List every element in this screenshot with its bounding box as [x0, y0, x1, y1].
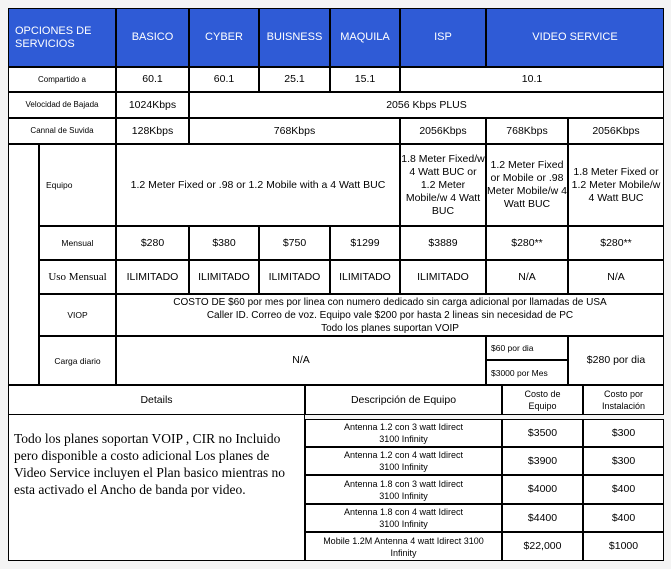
subida-cyber-maquila: 768Kbps [189, 118, 400, 144]
equipment-cost: $4000 [502, 475, 583, 504]
equipment-cost: $3500 [502, 419, 583, 447]
voip-line: Caller ID. Correo de voz. Equipo vale $200 por hasta 2 lineas sin necesidad de PC [206, 309, 574, 321]
subida-video-a: 768Kbps [486, 118, 568, 144]
header-corner: OPCIONES DE SERVICIOS [8, 8, 116, 67]
compartido-business: 25.1 [259, 67, 330, 92]
mensual-video-a: $280** [486, 226, 568, 260]
equipment-cost: $22,000 [502, 532, 583, 561]
equipo-isp: 1.8 Meter Fixed/w 4 Watt BUC or 1.2 Meter Mobile/w 4 Watt BUC [400, 144, 486, 226]
equipment-cost: $4400 [502, 504, 583, 532]
voip-line: Todo los planes suportan VOIP [321, 322, 459, 334]
col-header-descripcion: Descripción de Equipo [305, 385, 502, 415]
plan-header-maquila: MAQUILA [330, 8, 400, 67]
equipment-desc: Antenna 1.2 con 3 watt Idirect 3100 Infinity [305, 419, 502, 447]
row-label-bajada: Velocidad de Bajada [8, 92, 116, 118]
mensual-video-b: $280** [568, 226, 664, 260]
plan-header-isp: ISP [400, 8, 486, 67]
equipo-basic-plans: 1.2 Meter Fixed or .98 or 1.2 Mobile with a 4 Watt BUC [116, 144, 400, 226]
mensual-isp: $3889 [400, 226, 486, 260]
uso-basico: ILIMITADO [116, 260, 189, 294]
row-label-carga: Carga diario [39, 336, 116, 385]
carga-por-mes: $3000 por Mes [486, 360, 568, 385]
mensual-cyber: $380 [189, 226, 259, 260]
row-label-equipo: Equipo [39, 144, 116, 226]
compartido-basico: 60.1 [116, 67, 189, 92]
row-label-mensual: Mensual [39, 226, 116, 260]
uso-video-b: N/A [568, 260, 664, 294]
carga-video-b: $280 por dia [568, 336, 664, 385]
details-text: Todo los planes soportan VOIP , CIR no Incluido pero disponible a costo adicional Los planes de Video Service incluyen el Plan basico mientras no esta activado el Ancho de banda por video. [14, 431, 285, 497]
mensual-business: $750 [259, 226, 330, 260]
uso-business: ILIMITADO [259, 260, 330, 294]
uso-maquila: ILIMITADO [330, 260, 400, 294]
equipment-desc: Antenna 1.8 con 4 watt Idirect 3100 Infinity [305, 504, 502, 532]
col-header-costo-instalacion: Costo por Instalación [583, 385, 664, 415]
uso-video-a: N/A [486, 260, 568, 294]
row-label-voip: VIOP [39, 294, 116, 336]
equipment-install: $400 [583, 504, 664, 532]
row-label-compartido: Compartido a [8, 67, 116, 92]
bajada-others: 2056 Kbps PLUS [189, 92, 664, 118]
mensual-maquila: $1299 [330, 226, 400, 260]
mensual-basico: $280 [116, 226, 189, 260]
voip-details [116, 294, 664, 336]
voip-line: COSTO DE $60 por mes por linea con numero dedicado sin carga adicional por llamadas de USA [173, 296, 607, 308]
equipo-video-b: 1.8 Meter Fixed or 1.2 Meter Mobile/w 4 Watt BUC [568, 144, 664, 226]
carga-por-dia: $60 por dia [486, 336, 568, 360]
equipo-video-a: 1.2 Meter Fixed or Mobile or .98 Meter Mobile/w 4 Watt BUC [486, 144, 568, 226]
equipment-install: $1000 [583, 532, 664, 561]
subida-video-b: 2056Kbps [568, 118, 664, 144]
equipment-desc: Mobile 1.2M Antenna 4 watt Idirect 3100 Infinity [305, 532, 502, 561]
details-header: Details [8, 385, 305, 415]
compartido-cyber: 60.1 [189, 67, 259, 92]
equipment-install: $300 [583, 419, 664, 447]
plan-header-cyber: CYBER [189, 8, 259, 67]
left-strip [8, 144, 39, 385]
equipment-install: $300 [583, 447, 664, 475]
subida-basico: 128Kbps [116, 118, 189, 144]
equipment-cost: $3900 [502, 447, 583, 475]
equipment-desc: Antenna 1.8 con 3 watt Idirect 3100 Infinity [305, 475, 502, 504]
plan-header-video-service: VIDEO SERVICE [486, 8, 664, 67]
compartido-isp-video: 10.1 [400, 67, 664, 92]
uso-cyber: ILIMITADO [189, 260, 259, 294]
plan-header-basico: BASICO [116, 8, 189, 67]
uso-isp: ILIMITADO [400, 260, 486, 294]
carga-na: N/A [116, 336, 486, 385]
col-header-costo-equipo: Costo de Equipo [502, 385, 583, 415]
row-label-uso: Uso Mensual [39, 260, 116, 294]
plan-header-business: BUISNESS [259, 8, 330, 67]
bajada-basico: 1024Kbps [116, 92, 189, 118]
equipment-desc: Antenna 1.2 con 4 watt Idirect 3100 Infinity [305, 447, 502, 475]
equipment-install: $400 [583, 475, 664, 504]
row-label-subida: Cannal de Suvida [8, 118, 116, 144]
compartido-maquila: 15.1 [330, 67, 400, 92]
subida-isp: 2056Kbps [400, 118, 486, 144]
